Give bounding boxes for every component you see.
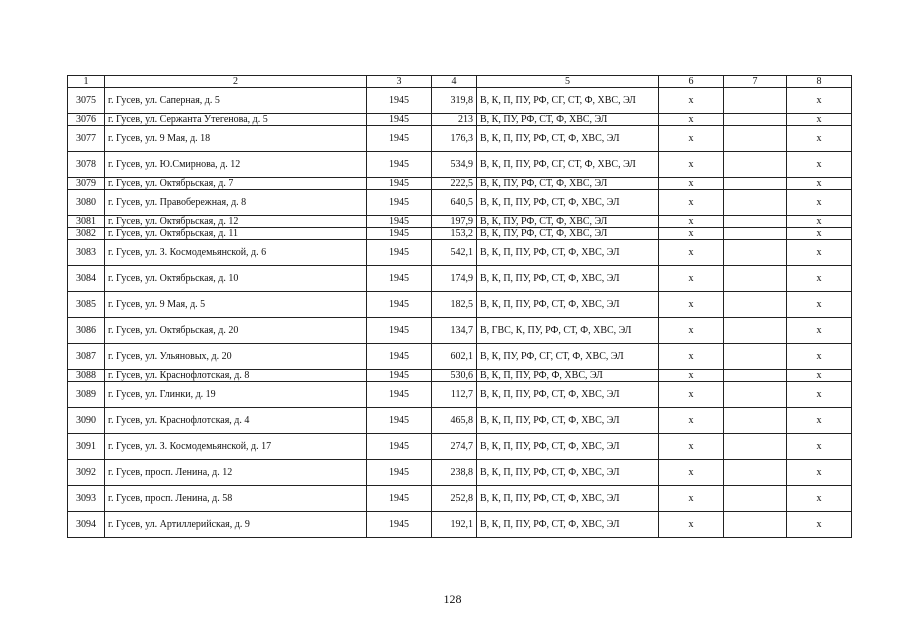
- col8-mark: x: [787, 190, 852, 216]
- col7-cell: [724, 460, 787, 486]
- address-cell: г. Гусев, ул. Ю.Смирнова, д. 12: [105, 152, 367, 178]
- table-row: [68, 190, 852, 216]
- services-cell: В, К, П, ПУ, РФ, СГ, СТ, Ф, ХВС, ЭЛ: [477, 88, 659, 114]
- col7-cell: [724, 190, 787, 216]
- row-number: 3085: [68, 292, 105, 318]
- row-number: 3079: [68, 178, 105, 190]
- table-row: [68, 434, 852, 460]
- col8-mark: x: [787, 382, 852, 408]
- table-row: [68, 408, 852, 434]
- table-row: [68, 114, 852, 126]
- year-cell: 1945: [367, 460, 432, 486]
- table-row: [68, 178, 852, 190]
- col7-cell: [724, 512, 787, 538]
- year-cell: 1945: [367, 486, 432, 512]
- col6-mark: x: [659, 344, 724, 370]
- services-cell: В, К, ПУ, РФ, СГ, СТ, Ф, ХВС, ЭЛ: [477, 344, 659, 370]
- services-cell: В, К, П, ПУ, РФ, СТ, Ф, ХВС, ЭЛ: [477, 240, 659, 266]
- header-col-2: 2: [105, 76, 367, 88]
- address-cell: г. Гусев, ул. Артиллерийская, д. 9: [105, 512, 367, 538]
- row-number: 3094: [68, 512, 105, 538]
- address-cell: г. Гусев, ул. Октябрьская, д. 10: [105, 266, 367, 292]
- col8-mark: x: [787, 460, 852, 486]
- area-cell: 274,7: [432, 434, 477, 460]
- col8-mark: x: [787, 512, 852, 538]
- area-cell: 319,8: [432, 88, 477, 114]
- col6-mark: x: [659, 190, 724, 216]
- row-number: 3078: [68, 152, 105, 178]
- area-cell: 197,9: [432, 216, 477, 228]
- col6-mark: x: [659, 88, 724, 114]
- col7-cell: [724, 126, 787, 152]
- area-cell: 134,7: [432, 318, 477, 344]
- area-cell: 213: [432, 114, 477, 126]
- col8-mark: x: [787, 216, 852, 228]
- col8-mark: x: [787, 240, 852, 266]
- address-cell: г. Гусев, ул. З. Космодемьянской, д. 17: [105, 434, 367, 460]
- year-cell: 1945: [367, 266, 432, 292]
- services-cell: В, К, П, ПУ, РФ, СТ, Ф, ХВС, ЭЛ: [477, 266, 659, 292]
- col6-mark: x: [659, 152, 724, 178]
- table-row: [68, 126, 852, 152]
- year-cell: 1945: [367, 228, 432, 240]
- col6-mark: x: [659, 460, 724, 486]
- col8-mark: x: [787, 292, 852, 318]
- table-row: [68, 228, 852, 240]
- col7-cell: [724, 240, 787, 266]
- services-cell: В, К, П, ПУ, РФ, СТ, Ф, ХВС, ЭЛ: [477, 434, 659, 460]
- services-cell: В, ГВС, К, ПУ, РФ, СТ, Ф, ХВС, ЭЛ: [477, 318, 659, 344]
- row-number: 3091: [68, 434, 105, 460]
- year-cell: 1945: [367, 190, 432, 216]
- header-col-3: 3: [367, 76, 432, 88]
- services-cell: В, К, П, ПУ, РФ, СТ, Ф, ХВС, ЭЛ: [477, 486, 659, 512]
- year-cell: 1945: [367, 88, 432, 114]
- services-cell: В, К, П, ПУ, РФ, Ф, ХВС, ЭЛ: [477, 370, 659, 382]
- header-col-4: 4: [432, 76, 477, 88]
- col7-cell: [724, 216, 787, 228]
- col7-cell: [724, 486, 787, 512]
- col7-cell: [724, 382, 787, 408]
- year-cell: 1945: [367, 114, 432, 126]
- col6-mark: x: [659, 434, 724, 460]
- year-cell: 1945: [367, 292, 432, 318]
- col6-mark: x: [659, 486, 724, 512]
- year-cell: 1945: [367, 382, 432, 408]
- year-cell: 1945: [367, 370, 432, 382]
- table-row: [68, 266, 852, 292]
- services-cell: В, К, П, ПУ, РФ, СТ, Ф, ХВС, ЭЛ: [477, 190, 659, 216]
- col8-mark: x: [787, 486, 852, 512]
- row-number: 3090: [68, 408, 105, 434]
- col6-mark: x: [659, 178, 724, 190]
- col7-cell: [724, 434, 787, 460]
- table-body: [68, 88, 852, 538]
- services-cell: В, К, П, ПУ, РФ, СГ, СТ, Ф, ХВС, ЭЛ: [477, 152, 659, 178]
- address-cell: г. Гусев, ул. Саперная, д. 5: [105, 88, 367, 114]
- address-cell: г. Гусев, просп. Ленина, д. 12: [105, 460, 367, 486]
- col6-mark: x: [659, 382, 724, 408]
- area-cell: 602,1: [432, 344, 477, 370]
- table-row: [68, 460, 852, 486]
- col6-mark: x: [659, 318, 724, 344]
- row-number: 3076: [68, 114, 105, 126]
- col7-cell: [724, 408, 787, 434]
- table-row: [68, 370, 852, 382]
- services-cell: В, К, П, ПУ, РФ, СТ, Ф, ХВС, ЭЛ: [477, 126, 659, 152]
- table-row: [68, 292, 852, 318]
- row-number: 3080: [68, 190, 105, 216]
- col8-mark: x: [787, 344, 852, 370]
- area-cell: 465,8: [432, 408, 477, 434]
- row-number: 3081: [68, 216, 105, 228]
- services-cell: В, К, ПУ, РФ, СТ, Ф, ХВС, ЭЛ: [477, 216, 659, 228]
- year-cell: 1945: [367, 240, 432, 266]
- header-row: [68, 76, 852, 88]
- year-cell: 1945: [367, 318, 432, 344]
- row-number: 3092: [68, 460, 105, 486]
- year-cell: 1945: [367, 344, 432, 370]
- address-cell: г. Гусев, просп. Ленина, д. 58: [105, 486, 367, 512]
- address-cell: г. Гусев, ул. Краснофлотская, д. 4: [105, 408, 367, 434]
- services-cell: В, К, П, ПУ, РФ, СТ, Ф, ХВС, ЭЛ: [477, 408, 659, 434]
- area-cell: 153,2: [432, 228, 477, 240]
- address-cell: г. Гусев, ул. 9 Мая, д. 18: [105, 126, 367, 152]
- year-cell: 1945: [367, 408, 432, 434]
- col6-mark: x: [659, 240, 724, 266]
- table-row: [68, 486, 852, 512]
- row-number: 3082: [68, 228, 105, 240]
- col8-mark: x: [787, 126, 852, 152]
- address-cell: г. Гусев, ул. Сержанта Утегенова, д. 5: [105, 114, 367, 126]
- col7-cell: [724, 152, 787, 178]
- header-col-5: 5: [477, 76, 659, 88]
- table-row: [68, 152, 852, 178]
- col6-mark: x: [659, 114, 724, 126]
- table-header: [68, 76, 852, 88]
- row-number: 3088: [68, 370, 105, 382]
- table-row: [68, 88, 852, 114]
- address-cell: г. Гусев, ул. 9 Мая, д. 5: [105, 292, 367, 318]
- col8-mark: x: [787, 178, 852, 190]
- col6-mark: x: [659, 216, 724, 228]
- header-col-7: 7: [724, 76, 787, 88]
- area-cell: 238,8: [432, 460, 477, 486]
- area-cell: 182,5: [432, 292, 477, 318]
- col7-cell: [724, 178, 787, 190]
- col8-mark: x: [787, 88, 852, 114]
- year-cell: 1945: [367, 178, 432, 190]
- page-number: 128: [443, 592, 462, 606]
- area-cell: 112,7: [432, 382, 477, 408]
- col8-mark: x: [787, 114, 852, 126]
- col8-mark: x: [787, 228, 852, 240]
- area-cell: 534,9: [432, 152, 477, 178]
- header-col-8: 8: [787, 76, 852, 88]
- services-cell: В, К, П, ПУ, РФ, СТ, Ф, ХВС, ЭЛ: [477, 292, 659, 318]
- services-cell: В, К, ПУ, РФ, СТ, Ф, ХВС, ЭЛ: [477, 114, 659, 126]
- col7-cell: [724, 114, 787, 126]
- col8-mark: x: [787, 434, 852, 460]
- address-cell: г. Гусев, ул. Октябрьская, д. 20: [105, 318, 367, 344]
- col6-mark: x: [659, 292, 724, 318]
- col8-mark: x: [787, 370, 852, 382]
- row-number: 3087: [68, 344, 105, 370]
- services-cell: В, К, ПУ, РФ, СТ, Ф, ХВС, ЭЛ: [477, 228, 659, 240]
- col7-cell: [724, 344, 787, 370]
- table-row: [68, 382, 852, 408]
- address-cell: г. Гусев, ул. Ульяновых, д. 20: [105, 344, 367, 370]
- area-cell: 640,5: [432, 190, 477, 216]
- address-cell: г. Гусев, ул. Октябрьская, д. 11: [105, 228, 367, 240]
- col7-cell: [724, 228, 787, 240]
- year-cell: 1945: [367, 126, 432, 152]
- table-row: [68, 512, 852, 538]
- address-cell: г. Гусев, ул. Правобережная, д. 8: [105, 190, 367, 216]
- row-number: 3083: [68, 240, 105, 266]
- area-cell: 542,1: [432, 240, 477, 266]
- address-cell: г. Гусев, ул. Глинки, д. 19: [105, 382, 367, 408]
- year-cell: 1945: [367, 152, 432, 178]
- table-row: [68, 240, 852, 266]
- col8-mark: x: [787, 266, 852, 292]
- col8-mark: x: [787, 408, 852, 434]
- services-cell: В, К, ПУ, РФ, СТ, Ф, ХВС, ЭЛ: [477, 178, 659, 190]
- col7-cell: [724, 292, 787, 318]
- row-number: 3086: [68, 318, 105, 344]
- services-cell: В, К, П, ПУ, РФ, СТ, Ф, ХВС, ЭЛ: [477, 382, 659, 408]
- col7-cell: [724, 266, 787, 292]
- address-cell: г. Гусев, ул. Краснофлотская, д. 8: [105, 370, 367, 382]
- col6-mark: x: [659, 370, 724, 382]
- table-row: [68, 318, 852, 344]
- row-number: 3093: [68, 486, 105, 512]
- table-row: [68, 344, 852, 370]
- row-number: 3089: [68, 382, 105, 408]
- address-cell: г. Гусев, ул. З. Космодемьянской, д. 6: [105, 240, 367, 266]
- row-number: 3084: [68, 266, 105, 292]
- col7-cell: [724, 370, 787, 382]
- address-cell: г. Гусев, ул. Октябрьская, д. 12: [105, 216, 367, 228]
- col6-mark: x: [659, 266, 724, 292]
- housing-registry-table: [67, 75, 852, 538]
- year-cell: 1945: [367, 216, 432, 228]
- year-cell: 1945: [367, 434, 432, 460]
- col7-cell: [724, 88, 787, 114]
- year-cell: 1945: [367, 512, 432, 538]
- table-row: [68, 216, 852, 228]
- area-cell: 252,8: [432, 486, 477, 512]
- col8-mark: x: [787, 318, 852, 344]
- services-cell: В, К, П, ПУ, РФ, СТ, Ф, ХВС, ЭЛ: [477, 460, 659, 486]
- col8-mark: x: [787, 152, 852, 178]
- header-col-1: 1: [68, 76, 105, 88]
- col6-mark: x: [659, 408, 724, 434]
- row-number: 3075: [68, 88, 105, 114]
- col6-mark: x: [659, 228, 724, 240]
- area-cell: 174,9: [432, 266, 477, 292]
- col6-mark: x: [659, 126, 724, 152]
- area-cell: 530,6: [432, 370, 477, 382]
- col6-mark: x: [659, 512, 724, 538]
- services-cell: В, К, П, ПУ, РФ, СТ, Ф, ХВС, ЭЛ: [477, 512, 659, 538]
- area-cell: 222,5: [432, 178, 477, 190]
- header-col-6: 6: [659, 76, 724, 88]
- col7-cell: [724, 318, 787, 344]
- area-cell: 176,3: [432, 126, 477, 152]
- address-cell: г. Гусев, ул. Октябрьская, д. 7: [105, 178, 367, 190]
- area-cell: 192,1: [432, 512, 477, 538]
- row-number: 3077: [68, 126, 105, 152]
